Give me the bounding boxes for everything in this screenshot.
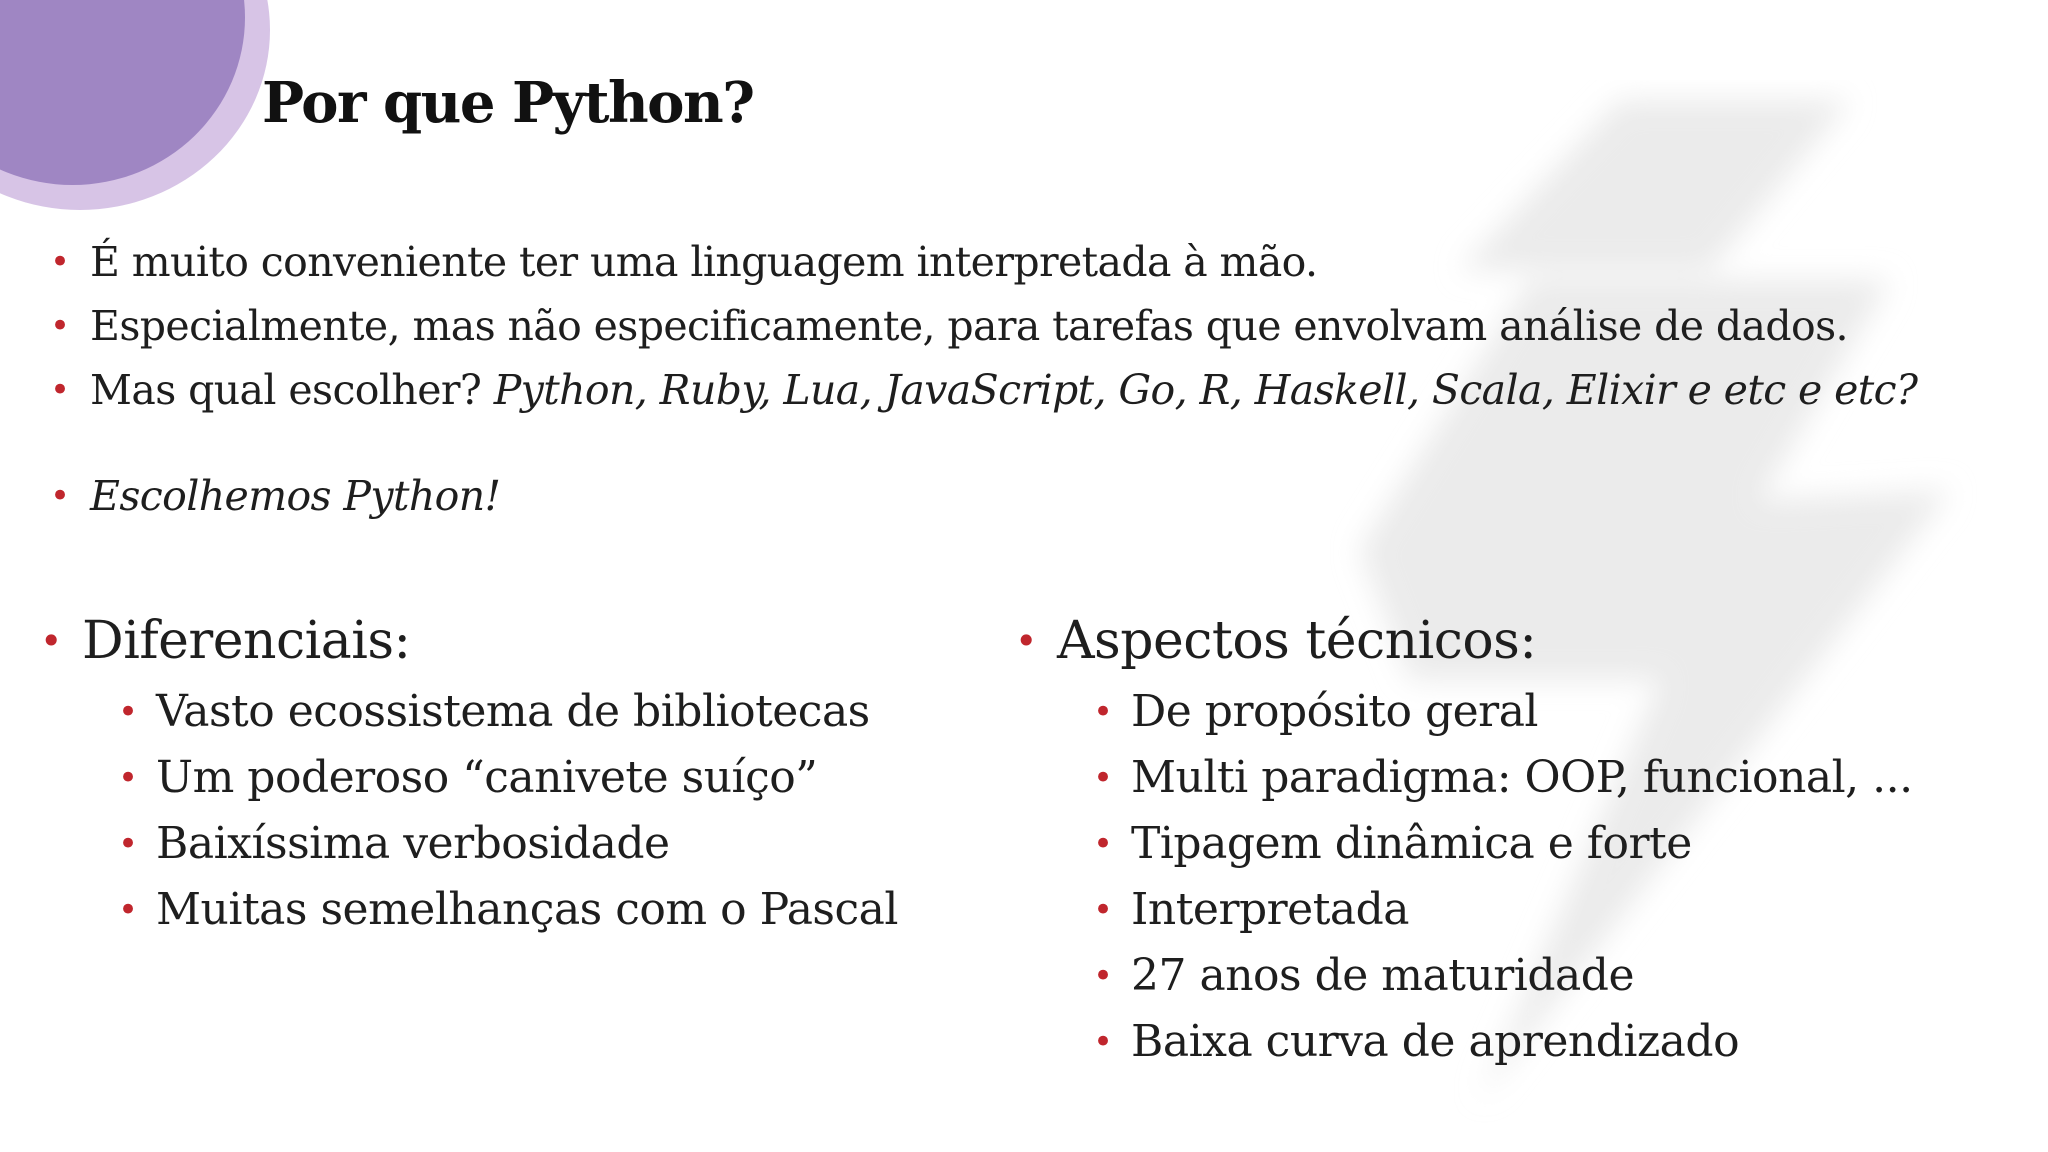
bullet-icon: • (118, 692, 138, 732)
sub-bullet-item (1093, 811, 1913, 877)
sub-bullet-item (1093, 877, 1913, 943)
sub-bullet-text: Baixa curva de aprendizado (1131, 1016, 1740, 1067)
sub-bullet-text: 27 anos de maturidade (1131, 950, 1634, 1001)
bullet-text: Especialmente, mas não especificamente, para tarefas que envolvam análise de dados. (90, 302, 1848, 350)
sub-bullet-item (118, 745, 898, 811)
sub-list-wrapper (40, 679, 898, 943)
bullet-icon: • (40, 619, 62, 663)
sub-bullet-text: De propósito geral (1131, 686, 1539, 737)
column-heading (1015, 603, 1913, 679)
bullet-icon: • (50, 370, 70, 410)
column-heading-text: Aspectos técnicos: (1057, 611, 1537, 671)
bullet-italic-text: Python, Ruby, Lua, JavaScript, Go, R, Haskell, Scala, Elixir e etc e etc? (493, 366, 1918, 414)
bullet-icon: • (1093, 824, 1113, 864)
bullet-icon: • (118, 824, 138, 864)
column-heading (40, 603, 898, 679)
bullet-text: É muito conveniente ter uma linguagem interpretada à mão. (90, 238, 1318, 286)
bullet-item (50, 230, 1917, 294)
bullet-icon: • (118, 890, 138, 930)
bullet-icon: • (1093, 1022, 1113, 1062)
sub-bullet-item (1093, 1009, 1913, 1075)
sub-bullet-text: Tipagem dinâmica e forte (1131, 818, 1692, 869)
right-column (1015, 603, 1913, 1075)
slide-title: Por que Python? (262, 70, 754, 136)
bullet-icon: • (118, 758, 138, 798)
bullet-icon: • (1093, 890, 1113, 930)
intro-bullet-list (50, 230, 1917, 528)
bullet-icon: • (1093, 692, 1113, 732)
sub-bullet-text: Interpretada (1131, 884, 1410, 935)
bullet-icon: • (1015, 619, 1037, 663)
sub-bullet-text: Vasto ecossistema de bibliotecas (156, 686, 870, 737)
bullet-item (50, 358, 1917, 422)
sub-bullet-list (1015, 679, 1913, 1075)
sub-bullet-text: Baixíssima verbosidade (156, 818, 670, 869)
bullet-icon: • (1093, 758, 1113, 798)
sub-bullet-item (1093, 943, 1913, 1009)
sub-bullet-text: Muitas semelhanças com o Pascal (156, 884, 898, 935)
sub-bullet-list (40, 679, 898, 943)
bullet-icon: • (50, 476, 70, 516)
bullet-item (50, 294, 1917, 358)
sub-bullet-item (118, 811, 898, 877)
sub-bullet-item (1093, 745, 1913, 811)
sub-bullet-text: Um poderoso “canivete suíço” (156, 752, 818, 803)
sub-bullet-item (1093, 679, 1913, 745)
left-column (40, 603, 898, 943)
bullet-text: Mas qual escolher? (90, 366, 494, 414)
bullet-icon: • (50, 306, 70, 346)
bullet-item (50, 464, 1917, 528)
column-heading-text: Diferenciais: (82, 611, 411, 671)
bullet-italic-text: Escolhemos Python! (90, 472, 501, 520)
sub-bullet-item (118, 679, 898, 745)
sub-bullet-item (118, 877, 898, 943)
sub-bullet-text: Multi paradigma: OOP, funcional, ... (1131, 752, 1913, 803)
sub-list-wrapper (1015, 679, 1913, 1075)
bullet-icon: • (50, 242, 70, 282)
bullet-icon: • (1093, 956, 1113, 996)
